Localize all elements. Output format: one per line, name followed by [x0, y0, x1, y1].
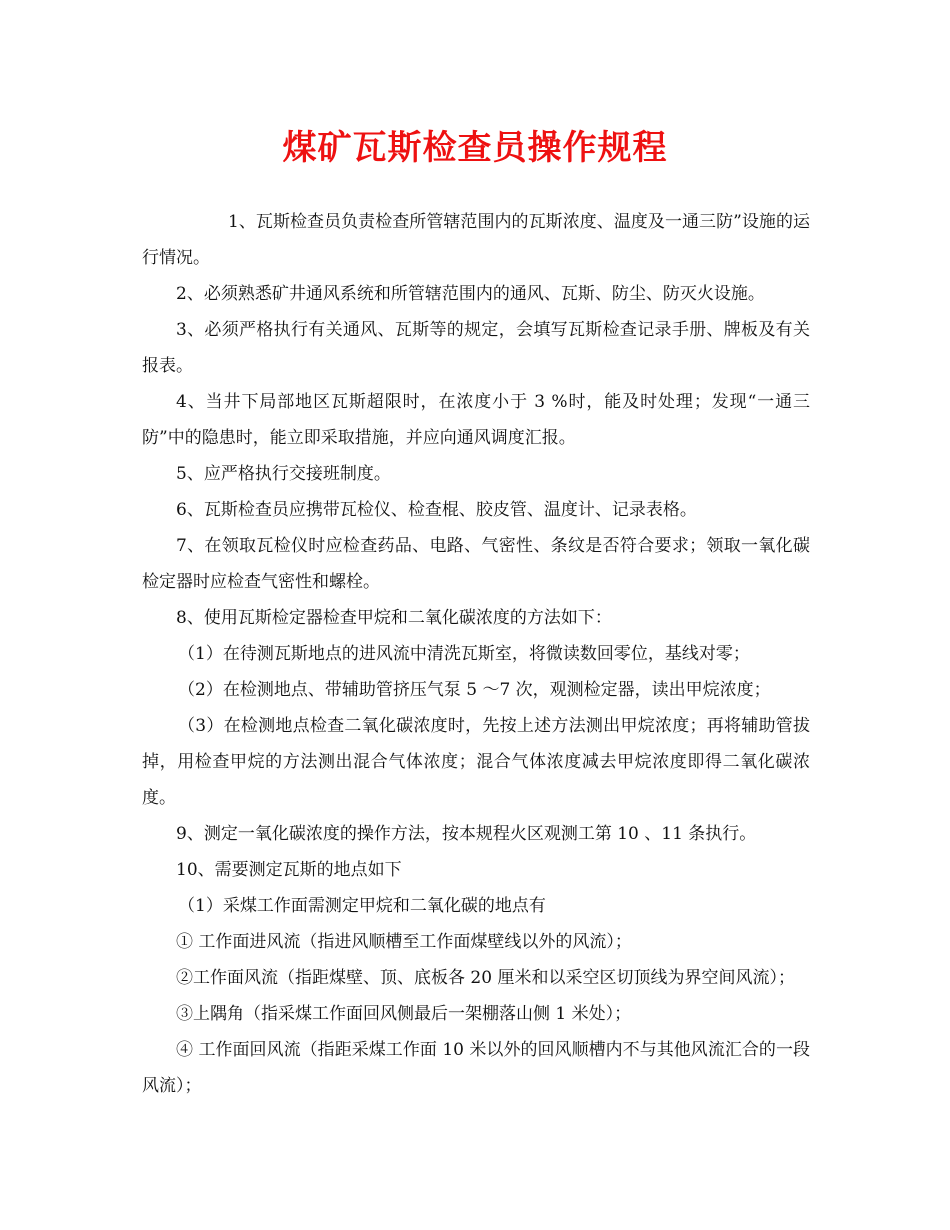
paragraph-10-1-a: ① 工作面进风流（指进风顺槽至工作面煤壁线以外的风流）；	[176, 932, 632, 952]
paragraph-8-2: （2）在检测地点、带辅助管挤压气泵 5 ～7 次，观测检定器，读出甲烷浓度；	[178, 680, 771, 700]
paragraph-10-1: （1）采煤工作面需测定甲烷和二氧化碳的地点有	[178, 896, 546, 916]
paragraph-8-1: （1）在待测瓦斯地点的进风流中清洗瓦斯室，将微读数回零位，基线对零；	[178, 644, 750, 664]
document-title: 煤矿瓦斯检查员操作规程	[282, 128, 668, 168]
paragraph-4: 4、当井下局部地区瓦斯超限时，在浓度小于 3 %时，能及时处理；发现“一通三防”中的隐患时，能立即采取措施，并应向通风调度汇报。	[142, 392, 810, 448]
paragraph-5: 5、应严格执行交接班制度。	[176, 464, 391, 484]
paragraph-10-1-b: ②工作面风流（指距煤壁、顶、底板各 20 厘米和以采空区切顶线为界空间风流）；	[176, 968, 795, 988]
paragraph-2: 2、必须熟悉矿井通风系统和所管辖范围内的通风、瓦斯、防尘、防灭火设施。	[176, 284, 765, 304]
paragraph-1: 1、瓦斯检查员负责检查所管辖范围内的瓦斯浓度、温度及一通三防”设施的运行情况。	[142, 212, 810, 268]
paragraph-3: 3、必须严格执行有关通风、瓦斯等的规定，会填写瓦斯检查记录手册、牌板及有关报表。	[142, 320, 810, 376]
paragraph-10: 10、需要测定瓦斯的地点如下	[176, 860, 402, 880]
paragraph-8-3: （3）在检测地点检查二氧化碳浓度时，先按上述方法测出甲烷浓度；再将辅助管拔掉，用检查甲烷的方法测出混合气体浓度；混合气体浓度减去甲烷浓度即得二氧化碳浓度。	[142, 716, 810, 808]
paragraph-8: 8、使用瓦斯检定器检查甲烷和二氧化碳浓度的方法如下：	[176, 608, 612, 628]
paragraph-6: 6、瓦斯检查员应携带瓦检仪、检查棍、胶皮管、温度计、记录表格。	[176, 500, 697, 520]
paragraph-10-1-c: ③上隅角（指采煤工作面回风侧最后一架棚落山侧 1 米处）；	[176, 1004, 632, 1024]
document-body	[142, 204, 810, 1104]
paragraph-7: 7、在领取瓦检仪时应检查药品、电路、气密性、条纹是否符合要求；领取一氧化碳检定器时应检查气密性和螺栓。	[142, 536, 810, 592]
paragraph-10-1-d: ④ 工作面回风流（指距采煤工作面 10 米以外的回风顺槽内不与其他风流汇合的一段风流）；	[142, 1040, 810, 1096]
paragraph-9: 9、测定一氧化碳浓度的操作方法，按本规程火区观测工第 10 、11 条执行。	[176, 824, 757, 844]
